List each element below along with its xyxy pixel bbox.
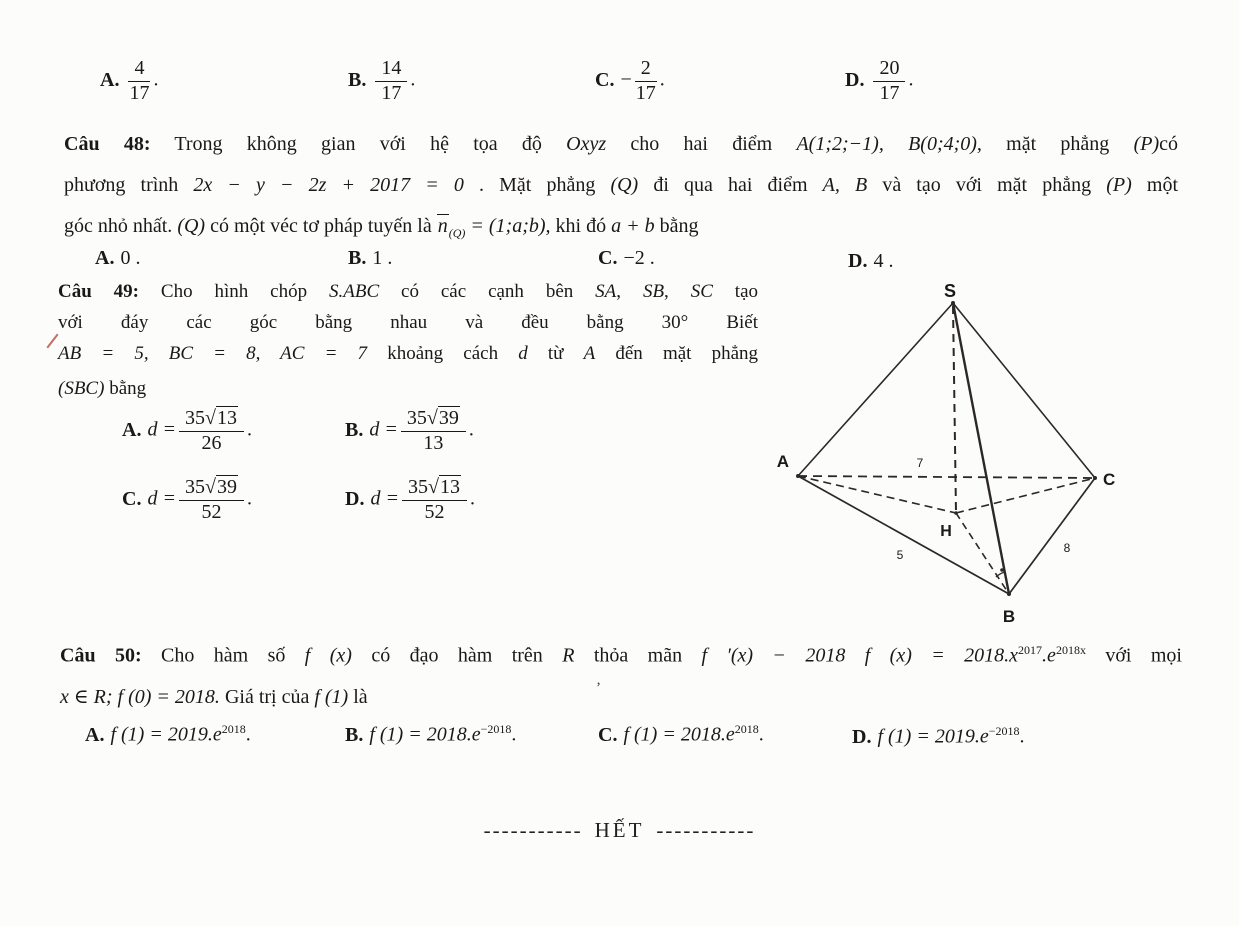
edge-cb (1009, 478, 1095, 594)
fraction: $\frac{20}{17}$ (873, 58, 905, 104)
vertex-label-s: S (943, 281, 957, 301)
fraction: $\frac{35√39}{52}$ (179, 477, 244, 523)
sqrt-icon: √ (204, 476, 216, 498)
edge-label-ab: 5 (896, 548, 904, 562)
vertex-label-b: B (1002, 607, 1016, 626)
answer-option-d: D. $\frac{20}{17}$ . (845, 57, 914, 104)
question-50 (60, 630, 1182, 718)
answer-option-c: C. −2 . (598, 247, 655, 269)
fraction: $\frac{35√39}{13}$ (401, 408, 466, 454)
question-text-line: phương trình 2x − y − 2z + 2017 = 0 . Mặt phẳng (Q) đi qua hai điểm A, B và tạo với mặt phẳng (P) một (64, 174, 1178, 196)
option-letter: A. (100, 68, 120, 91)
exponent: 2018x (1055, 643, 1086, 657)
question-48 (64, 124, 1178, 254)
question-text-line: Câu 49: Cho hình chóp S.ABC có các cạnh bên SA, SB, SC tạo (58, 281, 759, 302)
exponent: 2018 (221, 722, 246, 736)
fraction: $\frac{2}{17}$ (635, 57, 656, 104)
angle-arc-b (996, 572, 1005, 577)
vertex-label-c: C (1103, 470, 1116, 489)
answer-option-c: C. d = $\frac{35√39}{52}$ . (122, 476, 252, 523)
answer-option-b: B. f $(1) = 2018.e^{-2018}$. (345, 722, 517, 746)
question-text-line: Câu 50: Cho hàm số f (x) có đạo hàm trên R thỏa mãn f ′(x) − 2018 f $(x) = 2018.x^{2017}.e^{2018x}$ với mọi (60, 643, 1182, 667)
edge-label-cb: 8 (1063, 541, 1071, 555)
answer-option-a: A. $\frac{4}{17}$ . (100, 57, 159, 104)
answer-option-d: D. f $(1) = 2019.e^{-2018}$. (852, 724, 1025, 748)
exponent: 2017 (1018, 643, 1043, 657)
question-text-line: x ∈ R; f (0) = 2018. Giá trị của f (1) là (60, 685, 368, 708)
exponent: −2018 (988, 724, 1020, 738)
vertex-dot-b (1007, 592, 1011, 596)
edge-label-ac: 7 (916, 456, 924, 470)
edge-sb (953, 303, 1009, 594)
altitude-sh-dashed (953, 306, 956, 513)
sqrt-icon: √ (427, 476, 439, 498)
exponent: −2018 (480, 722, 512, 736)
answer-option-d: D. 4 . (848, 250, 894, 272)
question-text-line: với đáy các góc bằng nhau và đều bằng 30° Biết (58, 312, 758, 333)
sqrt-icon: √ (204, 407, 216, 429)
option-letter: D. (845, 68, 865, 91)
answer-option-c: C. f $(1) = 2018.e^{2018}$. (598, 722, 764, 746)
normal-vector-symbol: n (437, 215, 448, 237)
pyramid-diagram (770, 268, 1150, 628)
answer-option-b: B. $\frac{14}{17}$ . (348, 57, 416, 104)
question-number: Câu 48: (64, 133, 151, 155)
question-number: Câu 50: (60, 644, 142, 667)
vertex-dot-c (1093, 476, 1097, 480)
vertex-dot-s (951, 301, 955, 305)
foot-label-h: H (940, 523, 952, 540)
answer-option-d: D. d = $\frac{35√13}{52}$ . (345, 476, 475, 523)
question-text-line: góc nhỏ nhất. (Q) có một véc tơ pháp tuyến là $n_{(Q)}$ = (1;a;b), khi đó a + b bằng (64, 215, 699, 240)
answer-option-a: A. 0 . (95, 247, 141, 269)
exponent: 2018 (734, 722, 759, 736)
edge-ac-dashed (798, 476, 1095, 478)
dash-rule: ----------- (483, 818, 583, 842)
question-number: Câu 49: (58, 281, 140, 302)
end-of-test-line (0, 818, 1239, 843)
angle-dot-b (1000, 568, 1004, 572)
vertex-label-a: A (776, 452, 789, 471)
sqrt-icon: √ (426, 407, 438, 429)
answer-option-a: A. f $(1) = 2019.e^{2018}$. (85, 722, 251, 746)
segment-hc-dashed (956, 478, 1095, 513)
question-text-line: (SBC) bằng (58, 378, 147, 399)
end-label: HẾT (594, 818, 645, 842)
dash-rule: ----------- (656, 818, 756, 842)
option-letter: B. (348, 68, 367, 91)
edge-sa (798, 303, 953, 476)
vertex-dot-a (796, 474, 800, 478)
option-letter: C. (595, 68, 615, 91)
minus-sign: − (620, 68, 632, 91)
edge-sc (953, 303, 1095, 478)
red-pen-mark (46, 334, 58, 349)
fraction: $\frac{14}{17}$ (375, 58, 407, 104)
foot-dot-h (954, 511, 958, 515)
fraction: $\frac{35√13}{52}$ (402, 477, 467, 523)
answer-option-b: B. 1 . (348, 247, 393, 269)
question-49 (58, 276, 758, 404)
answer-option-a: A. d = $\frac{35√13}{26}$ . (122, 407, 252, 454)
edge-ab (798, 476, 1009, 594)
answer-option-b: B. d = $\frac{35√39}{13}$ . (345, 407, 474, 454)
question-text-line: AB = 5, BC = 8, AC = 7 khoảng cách d từ A đến mặt phẳng (58, 343, 759, 364)
question-text-line: Câu 48: Trong không gian với hệ tọa độ Oxyz cho hai điểm A(1;2;−1), B(0;4;0), mặt phẳng (P)có (64, 133, 1178, 155)
fraction: $\frac{35√13}{26}$ (179, 408, 244, 454)
scan-speck: ’ (596, 680, 601, 696)
fraction: $\frac{4}{17}$ (129, 57, 150, 104)
segment-ah-dashed (798, 476, 956, 513)
answer-option-c: C. − $\frac{2}{17}$ . (595, 57, 665, 104)
